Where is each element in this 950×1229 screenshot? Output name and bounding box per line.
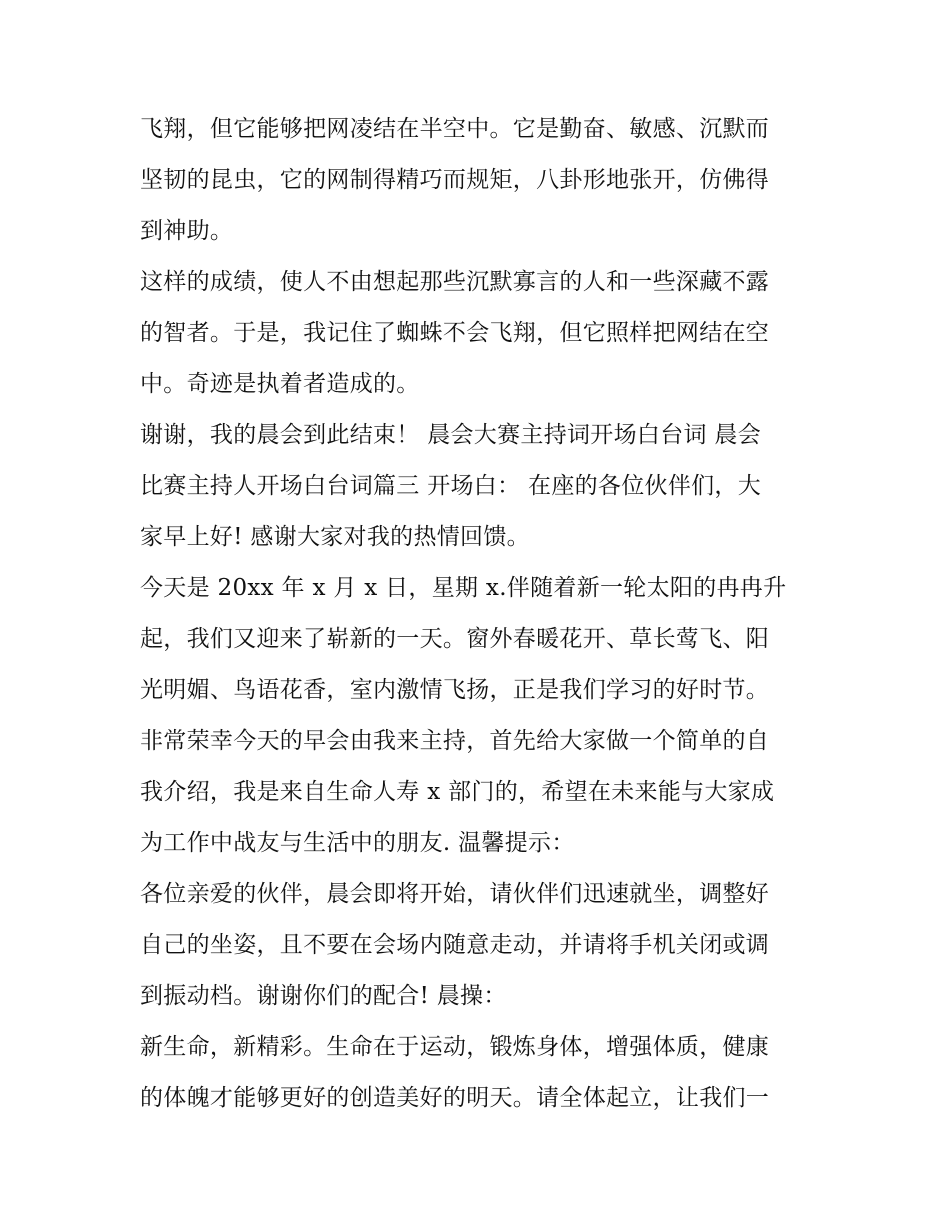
paragraph-persistence [140,257,820,410]
text-line: 各位亲爱的伙伴，晨会即将开始，请伙伴们迅速就坐，调整好 [140,881,770,907]
text-line: 光明媚、鸟语花香，室内激情飞扬，正是我们学习的好时节。 [140,677,770,703]
text-line: 的智者。于是，我记住了蜘蛛不会飞翔，但它照样把网结在空 [140,320,770,346]
text-line: 谢谢，我的晨会到此结束！ 晨会大赛主持词开场白台词 晨会 [140,422,762,448]
paragraph-self-introduction [140,563,820,869]
document-body [140,104,820,1124]
paragraph-morning-exercise [140,1022,820,1124]
text-line: 的体魄才能够更好的创造美好的明天。请全体起立，让我们一 [140,1085,770,1111]
text-line: 中。奇迹是执着者造成的。 [140,371,420,397]
text-line: 这样的成绩，使人不由想起那些沉默寡言的人和一些深藏不露 [140,269,770,295]
text-line: 到神助。 [140,218,234,244]
paragraph-spider-web [140,104,820,257]
paragraph-opening-remarks [140,410,820,563]
text-line: 到振动档。谢谢你们的配合! 晨操： [140,983,507,1009]
text-line: 比赛主持人开场白台词篇三 开场白： 在座的各位伙伴们，大 [140,473,762,499]
text-line: 非常荣幸今天的早会由我来主持，首先给大家做一个简单的自 [140,728,770,754]
paragraph-reminder [140,869,820,1022]
text-line: 自己的坐姿，且不要在会场内随意走动，并请将手机关闭或调 [140,932,770,958]
text-line: 起，我们又迎来了崭新的一天。窗外春暖花开、草长莺飞、阳 [140,626,770,652]
text-line: 飞翔，但它能够把网凌结在半空中。它是勤奋、敏感、沉默而 [140,116,770,142]
text-line: 新生命，新精彩。生命在于运动，锻炼身体，增强体质，健康 [140,1034,770,1060]
text-line: 今天是 20xx 年 x 月 x 日，星期 x.伴随着新一轮太阳的冉冉升 [140,575,787,601]
text-line: 家早上好! 感谢大家对我的热情回馈。 [140,524,530,550]
text-line: 我介绍，我是来自生命人寿 x 部门的，希望在未来能与大家成 [140,779,775,805]
text-line: 为工作中战友与生活中的朋友. 温馨提示： [140,830,575,856]
text-line: 坚韧的昆虫，它的网制得精巧而规矩，八卦形地张开，仿佛得 [140,167,770,193]
